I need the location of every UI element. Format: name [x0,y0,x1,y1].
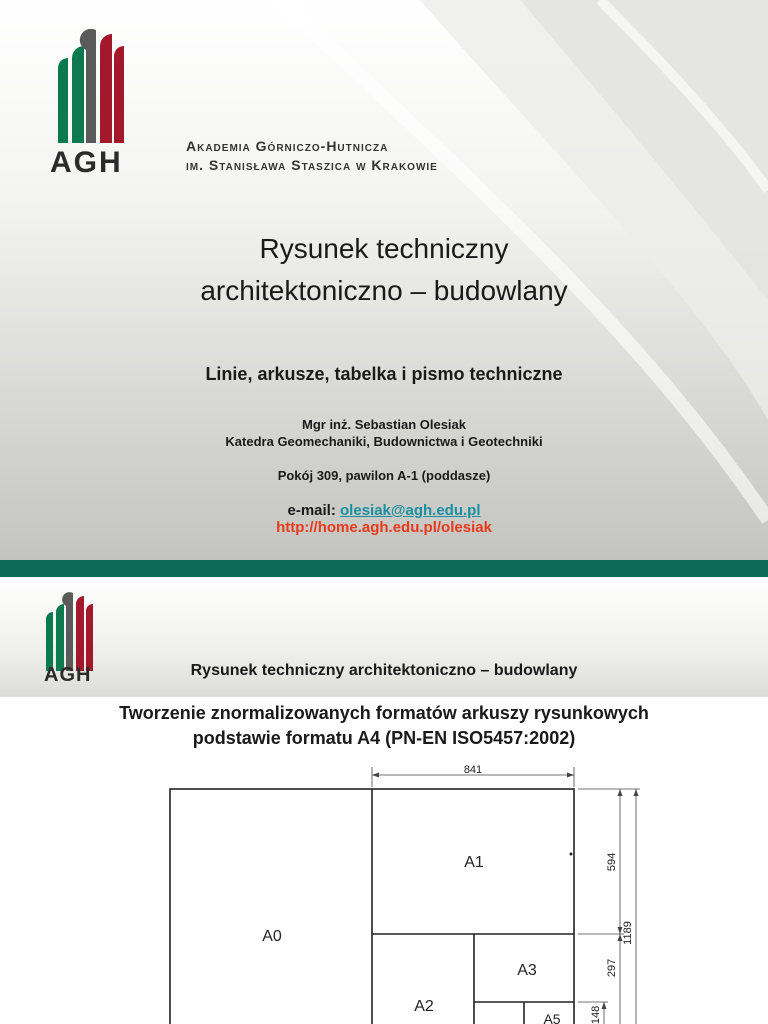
section-heading-line1: Tworzenie znormalizowanych formatów arkuszy rysunkowych [119,703,649,723]
institution-name: Akademia Górniczo-Hutnicza [186,138,389,154]
label-a5: A5 [543,1011,561,1024]
institution-patron: im. Stanisława Staszica w Krakowie [186,157,438,173]
dim-text-a1: 594 [606,852,618,872]
dim-text-height: 1189 [622,921,634,945]
email-line [0,502,768,519]
content-slide [0,577,768,1024]
room-info: Pokój 309, pawilon A-1 (poddasze) [277,468,491,483]
author-name: Mgr inż. Sebastian Olesiak [302,417,466,432]
slide-subtitle: Linie, arkusze, tabelka i pismo techniczne [205,364,563,384]
homepage-link[interactable]: http://home.agh.edu.pl/olesiak [276,519,492,536]
dim-text-partial: 148 [590,1005,602,1024]
agh-logo-text-small: AGH [44,664,92,686]
dim-text-width: 841 [463,764,483,776]
slide-title-line1: Rysunek techniczny [259,233,509,264]
label-a1: A1 [464,854,484,871]
agh-logo-text: AGH [50,146,123,179]
slide-header-title: Rysunek techniczny architektoniczno – budowlany [190,662,578,679]
agh-logo-icon [52,28,132,146]
dim-text-a3: 297 [606,958,618,978]
label-a3: A3 [517,962,537,979]
department-name: Katedra Geomechaniki, Budownictwa i Geotechniki [225,434,543,449]
slide-divider-band [0,560,768,577]
slide-title-line2: architektoniczno – budowlany [200,275,568,306]
label-a0: A0 [262,928,282,945]
paper-formats-drawing [0,577,768,1024]
label-a2: A2 [414,998,434,1015]
email-link[interactable]: olesiak@agh.edu.pl [340,502,481,519]
email-label: e-mail: [287,502,336,519]
section-heading-line2: podstawie formatu A4 (PN-EN ISO5457:2002) [192,728,576,748]
